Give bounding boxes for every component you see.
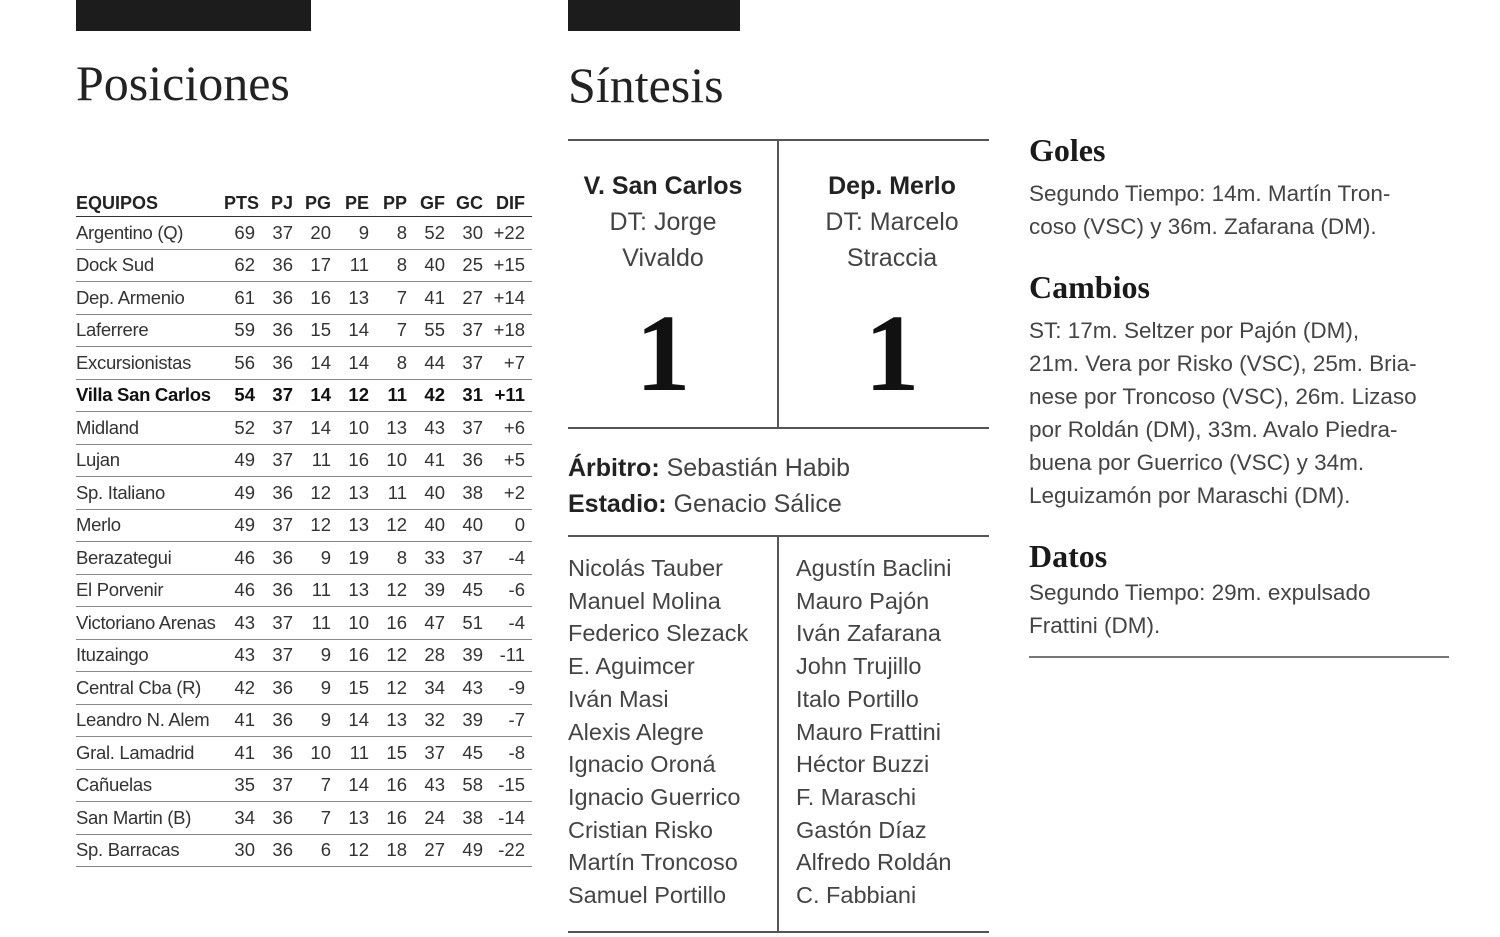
- stat-cell: 36: [262, 704, 300, 737]
- stat-cell: 36: [262, 477, 300, 510]
- stat-cell: 15: [300, 314, 338, 347]
- stat-cell: 46: [224, 574, 262, 607]
- column-header: EQUIPOS: [76, 190, 224, 217]
- stat-cell: 7: [300, 769, 338, 802]
- stat-cell: 41: [414, 444, 452, 477]
- stat-cell: 56: [224, 347, 262, 380]
- stat-cell: 14: [300, 412, 338, 445]
- stat-cell: 8: [376, 249, 414, 282]
- stat-cell: 37: [452, 412, 490, 445]
- player-name: Alexis Alegre: [568, 718, 704, 745]
- stat-cell: 39: [452, 639, 490, 672]
- stat-cell: 11: [300, 574, 338, 607]
- stat-cell: 37: [262, 217, 300, 250]
- column-header: PTS: [224, 190, 262, 217]
- stat-cell: 27: [452, 282, 490, 315]
- stat-cell: 13: [338, 509, 376, 542]
- stat-cell: 11: [338, 737, 376, 770]
- stat-cell: 15: [376, 737, 414, 770]
- stat-cell: 45: [452, 737, 490, 770]
- stat-cell: 31: [452, 379, 490, 412]
- stat-cell: 11: [376, 379, 414, 412]
- player-name: Federico Slezack: [568, 620, 749, 647]
- stat-cell: 39: [452, 704, 490, 737]
- player-name: F. Maraschi: [796, 783, 917, 810]
- team-name-cell: Berazategui: [76, 542, 224, 575]
- team-name-cell: Ituzaingo: [76, 639, 224, 672]
- stat-cell: -15: [490, 769, 532, 802]
- table-row: [76, 509, 532, 542]
- table-row: [76, 282, 532, 315]
- stat-cell: -4: [490, 607, 532, 640]
- stat-cell: -7: [490, 704, 532, 737]
- table-row: [76, 834, 532, 867]
- table-row: [76, 412, 532, 445]
- stat-cell: 36: [262, 314, 300, 347]
- stat-cell: 42: [414, 379, 452, 412]
- stat-cell: 36: [262, 802, 300, 835]
- column-header: GC: [452, 190, 490, 217]
- goals-heading: Goles: [1029, 132, 1106, 168]
- player-name: Cristian Risko: [568, 816, 713, 843]
- referee-name: Sebastián Habib: [659, 454, 851, 482]
- stat-cell: 33: [414, 542, 452, 575]
- home-team-name: V. San Carlos: [583, 172, 743, 200]
- divider: [777, 140, 779, 429]
- stat-cell: 69: [224, 217, 262, 250]
- stat-cell: 37: [452, 347, 490, 380]
- home-score: 1: [635, 292, 691, 414]
- stat-cell: 43: [414, 769, 452, 802]
- team-name-cell: Merlo: [76, 509, 224, 542]
- team-name-cell: Argentino (Q): [76, 217, 224, 250]
- stat-cell: 10: [338, 607, 376, 640]
- standings-title: Posiciones: [76, 55, 290, 111]
- stat-cell: 49: [224, 509, 262, 542]
- stat-cell: 11: [300, 607, 338, 640]
- stat-cell: 24: [414, 802, 452, 835]
- stat-cell: 16: [376, 802, 414, 835]
- stat-cell: 7: [300, 802, 338, 835]
- stat-cell: -6: [490, 574, 532, 607]
- table-row: [76, 574, 532, 607]
- player-name: Gastón Díaz: [796, 816, 927, 843]
- table-row: [76, 347, 532, 380]
- stat-cell: +5: [490, 444, 532, 477]
- stat-cell: 37: [262, 509, 300, 542]
- stat-cell: 14: [338, 314, 376, 347]
- stat-cell: 32: [414, 704, 452, 737]
- stat-cell: 49: [452, 834, 490, 867]
- stat-cell: 12: [338, 834, 376, 867]
- stat-cell: 13: [376, 412, 414, 445]
- table-row: [76, 802, 532, 835]
- team-name-cell: Leandro N. Alem: [76, 704, 224, 737]
- stat-cell: 42: [224, 672, 262, 705]
- stat-cell: -4: [490, 542, 532, 575]
- stat-cell: 15: [338, 672, 376, 705]
- standings-table: [76, 190, 532, 867]
- team-name-cell: Sp. Italiano: [76, 477, 224, 510]
- stat-cell: 11: [376, 477, 414, 510]
- stat-cell: -11: [490, 639, 532, 672]
- team-name-cell: Dock Sud: [76, 249, 224, 282]
- home-team-block: [558, 168, 768, 276]
- text-line: coso (VSC) y 36m. Zafarana (DM).: [1029, 214, 1377, 239]
- goals-text: [1029, 177, 1459, 243]
- header-bar-right: [568, 0, 740, 31]
- stat-cell: 36: [262, 834, 300, 867]
- stat-cell: 34: [224, 802, 262, 835]
- stat-cell: 9: [338, 217, 376, 250]
- stat-cell: 10: [338, 412, 376, 445]
- stat-cell: 40: [414, 509, 452, 542]
- team-name-cell: El Porvenir: [76, 574, 224, 607]
- changes-heading: Cambios: [1029, 269, 1150, 305]
- stat-cell: 12: [300, 477, 338, 510]
- team-name-cell: Dep. Armenio: [76, 282, 224, 315]
- table-row: [76, 607, 532, 640]
- team-name-cell: Laferrere: [76, 314, 224, 347]
- stat-cell: -8: [490, 737, 532, 770]
- stat-cell: 51: [452, 607, 490, 640]
- stat-cell: 37: [262, 607, 300, 640]
- stat-cell: 8: [376, 217, 414, 250]
- divider: [1029, 656, 1449, 658]
- divider: [568, 427, 989, 429]
- stat-cell: 43: [224, 639, 262, 672]
- stat-cell: 35: [224, 769, 262, 802]
- table-row: [76, 542, 532, 575]
- stat-cell: 14: [338, 704, 376, 737]
- stat-cell: 30: [224, 834, 262, 867]
- table-row: [76, 672, 532, 705]
- stat-cell: 41: [224, 737, 262, 770]
- player-name: Italo Portillo: [796, 685, 919, 712]
- stat-cell: 49: [224, 444, 262, 477]
- stat-cell: -22: [490, 834, 532, 867]
- table-row: [76, 704, 532, 737]
- stat-cell: 37: [262, 379, 300, 412]
- stat-cell: 36: [262, 542, 300, 575]
- text-line: ST: 17m. Seltzer por Pajón (DM),: [1029, 318, 1360, 343]
- stat-cell: 40: [414, 477, 452, 510]
- stat-cell: +22: [490, 217, 532, 250]
- stat-cell: 36: [262, 737, 300, 770]
- player-name: Ignacio Oroná: [568, 751, 716, 778]
- stat-cell: 12: [338, 379, 376, 412]
- stat-cell: 9: [300, 542, 338, 575]
- stat-cell: 46: [224, 542, 262, 575]
- standings-header-row: [76, 190, 532, 217]
- stat-cell: 18: [376, 834, 414, 867]
- text-line: Segundo Tiempo: 14m. Martín Tron-: [1029, 181, 1391, 206]
- team-name-cell: San Martin (B): [76, 802, 224, 835]
- stat-cell: 19: [338, 542, 376, 575]
- stat-cell: 34: [414, 672, 452, 705]
- team-name-cell: Central Cba (R): [76, 672, 224, 705]
- column-header: PJ: [262, 190, 300, 217]
- player-name: Samuel Portillo: [568, 882, 727, 909]
- stat-cell: 52: [414, 217, 452, 250]
- stat-cell: 13: [338, 477, 376, 510]
- stat-cell: 11: [338, 249, 376, 282]
- stat-cell: 37: [452, 542, 490, 575]
- stat-cell: 8: [376, 347, 414, 380]
- stat-cell: 14: [300, 379, 338, 412]
- stat-cell: 13: [376, 704, 414, 737]
- stat-cell: 0: [490, 509, 532, 542]
- divider: [568, 931, 989, 933]
- stat-cell: 8: [376, 542, 414, 575]
- player-name: Ignacio Guerrico: [568, 783, 741, 810]
- stat-cell: 16: [338, 639, 376, 672]
- stat-cell: 14: [300, 347, 338, 380]
- stat-cell: 12: [300, 509, 338, 542]
- column-header: GF: [414, 190, 452, 217]
- team-name-cell: Excursionistas: [76, 347, 224, 380]
- stat-cell: 30: [452, 217, 490, 250]
- stat-cell: 9: [300, 704, 338, 737]
- stat-cell: 61: [224, 282, 262, 315]
- stadium-name: Genacio Sálice: [666, 490, 842, 518]
- stat-cell: 17: [300, 249, 338, 282]
- stat-cell: 7: [376, 282, 414, 315]
- stat-cell: 39: [414, 574, 452, 607]
- stat-cell: 52: [224, 412, 262, 445]
- column-header: PE: [338, 190, 376, 217]
- stat-cell: 12: [376, 672, 414, 705]
- stat-cell: 9: [300, 672, 338, 705]
- away-coach: DT: Marcelo: [825, 208, 959, 236]
- stat-cell: 44: [414, 347, 452, 380]
- stat-cell: 6: [300, 834, 338, 867]
- team-name-cell: Lujan: [76, 444, 224, 477]
- table-row: [76, 314, 532, 347]
- stat-cell: 36: [452, 444, 490, 477]
- stat-cell: 37: [262, 412, 300, 445]
- column-header: PG: [300, 190, 338, 217]
- stat-cell: 13: [338, 282, 376, 315]
- away-lineup: [796, 552, 951, 912]
- table-row: [76, 639, 532, 672]
- text-line: Frattini (DM).: [1029, 613, 1161, 638]
- stat-cell: 55: [414, 314, 452, 347]
- stat-cell: +18: [490, 314, 532, 347]
- stat-cell: 40: [414, 249, 452, 282]
- team-name-cell: Sp. Barracas: [76, 834, 224, 867]
- stat-cell: 41: [414, 282, 452, 315]
- stat-cell: 13: [338, 802, 376, 835]
- stat-cell: 28: [414, 639, 452, 672]
- stat-cell: 16: [376, 607, 414, 640]
- away-team-name: Dep. Merlo: [828, 172, 956, 200]
- stat-cell: 20: [300, 217, 338, 250]
- table-row: [76, 444, 532, 477]
- text-line: Leguizamón por Maraschi (DM).: [1029, 483, 1351, 508]
- stat-cell: 16: [338, 444, 376, 477]
- stat-cell: 43: [452, 672, 490, 705]
- stat-cell: 47: [414, 607, 452, 640]
- team-name-cell: Midland: [76, 412, 224, 445]
- text-line: nese por Troncoso (VSC), 26m. Lizaso: [1029, 384, 1417, 409]
- stat-cell: 37: [262, 444, 300, 477]
- player-name: Agustín Baclini: [796, 555, 952, 581]
- team-name-cell: Victoriano Arenas: [76, 607, 224, 640]
- stat-cell: 37: [452, 314, 490, 347]
- stat-cell: 9: [300, 639, 338, 672]
- stat-cell: 43: [224, 607, 262, 640]
- table-row: [76, 379, 532, 412]
- stat-cell: 37: [414, 737, 452, 770]
- synthesis-title: Síntesis: [568, 57, 724, 113]
- stat-cell: 59: [224, 314, 262, 347]
- player-name: C. Fabbiani: [796, 882, 917, 909]
- stat-cell: 38: [452, 477, 490, 510]
- stat-cell: 45: [452, 574, 490, 607]
- stat-cell: 11: [300, 444, 338, 477]
- data-heading: Datos: [1029, 538, 1108, 574]
- player-name: Martín Troncoso: [568, 849, 738, 876]
- home-lineup: [568, 552, 748, 912]
- home-coach: Vivaldo: [622, 244, 704, 272]
- stat-cell: 62: [224, 249, 262, 282]
- referee-label: Árbitro:: [568, 454, 660, 482]
- player-name: Mauro Pajón: [796, 587, 930, 614]
- table-row: [76, 217, 532, 250]
- stat-cell: -9: [490, 672, 532, 705]
- stat-cell: 27: [414, 834, 452, 867]
- stat-cell: +14: [490, 282, 532, 315]
- away-team-block: [787, 168, 997, 276]
- table-row: [76, 477, 532, 510]
- stat-cell: -14: [490, 802, 532, 835]
- stat-cell: 36: [262, 282, 300, 315]
- text-line: buena por Guerrico (VSC) y 34m.: [1029, 450, 1365, 475]
- away-coach: Straccia: [846, 244, 938, 272]
- stat-cell: 12: [376, 509, 414, 542]
- stat-cell: +2: [490, 477, 532, 510]
- player-name: Héctor Buzzi: [796, 751, 930, 778]
- stat-cell: 14: [338, 347, 376, 380]
- stat-cell: 49: [224, 477, 262, 510]
- stat-cell: 37: [262, 639, 300, 672]
- player-name: Iván Masi: [568, 685, 669, 712]
- table-row: [76, 249, 532, 282]
- stat-cell: 54: [224, 379, 262, 412]
- player-name: E. Aguimcer: [568, 653, 695, 680]
- changes-text: [1029, 314, 1459, 512]
- column-header: DIF: [490, 190, 532, 217]
- table-row: [76, 769, 532, 802]
- stat-cell: 16: [376, 769, 414, 802]
- player-name: Manuel Molina: [568, 587, 721, 614]
- stat-cell: 14: [338, 769, 376, 802]
- text-line: por Roldán (DM), 33m. Avalo Piedra-: [1029, 417, 1398, 442]
- stadium-label: Estadio:: [568, 490, 667, 518]
- home-coach: DT: Jorge: [609, 208, 717, 236]
- stat-cell: 40: [452, 509, 490, 542]
- player-name: Alfredo Roldán: [796, 849, 952, 876]
- player-name: John Trujillo: [796, 653, 922, 680]
- stat-cell: 36: [262, 249, 300, 282]
- header-bar-left: [76, 0, 311, 31]
- player-name: Iván Zafarana: [796, 620, 942, 647]
- team-name-cell: Gral. Lamadrid: [76, 737, 224, 770]
- stat-cell: +15: [490, 249, 532, 282]
- data-text: [1029, 576, 1459, 642]
- stat-cell: 13: [338, 574, 376, 607]
- player-name: Nicolás Tauber: [568, 555, 724, 581]
- stat-cell: 25: [452, 249, 490, 282]
- team-name-cell: Cañuelas: [76, 769, 224, 802]
- stat-cell: +11: [490, 379, 532, 412]
- text-line: Segundo Tiempo: 29m. expulsado: [1029, 580, 1371, 605]
- team-name-cell: Villa San Carlos: [76, 379, 224, 412]
- stat-cell: 36: [262, 672, 300, 705]
- stat-cell: 36: [262, 347, 300, 380]
- stat-cell: 12: [376, 574, 414, 607]
- stat-cell: 12: [376, 639, 414, 672]
- stat-cell: 36: [262, 574, 300, 607]
- text-line: 21m. Vera por Risko (VSC), 25m. Bria-: [1029, 351, 1417, 376]
- officials: [568, 450, 850, 522]
- stat-cell: 10: [376, 444, 414, 477]
- player-name: Mauro Frattini: [796, 718, 941, 745]
- stat-cell: 16: [300, 282, 338, 315]
- stat-cell: +6: [490, 412, 532, 445]
- divider: [777, 536, 779, 933]
- stat-cell: 38: [452, 802, 490, 835]
- stat-cell: 43: [414, 412, 452, 445]
- stat-cell: 7: [376, 314, 414, 347]
- stat-cell: +7: [490, 347, 532, 380]
- stat-cell: 58: [452, 769, 490, 802]
- table-row: [76, 737, 532, 770]
- column-header: PP: [376, 190, 414, 217]
- stat-cell: 37: [262, 769, 300, 802]
- stat-cell: 41: [224, 704, 262, 737]
- stat-cell: 10: [300, 737, 338, 770]
- away-score: 1: [864, 292, 920, 414]
